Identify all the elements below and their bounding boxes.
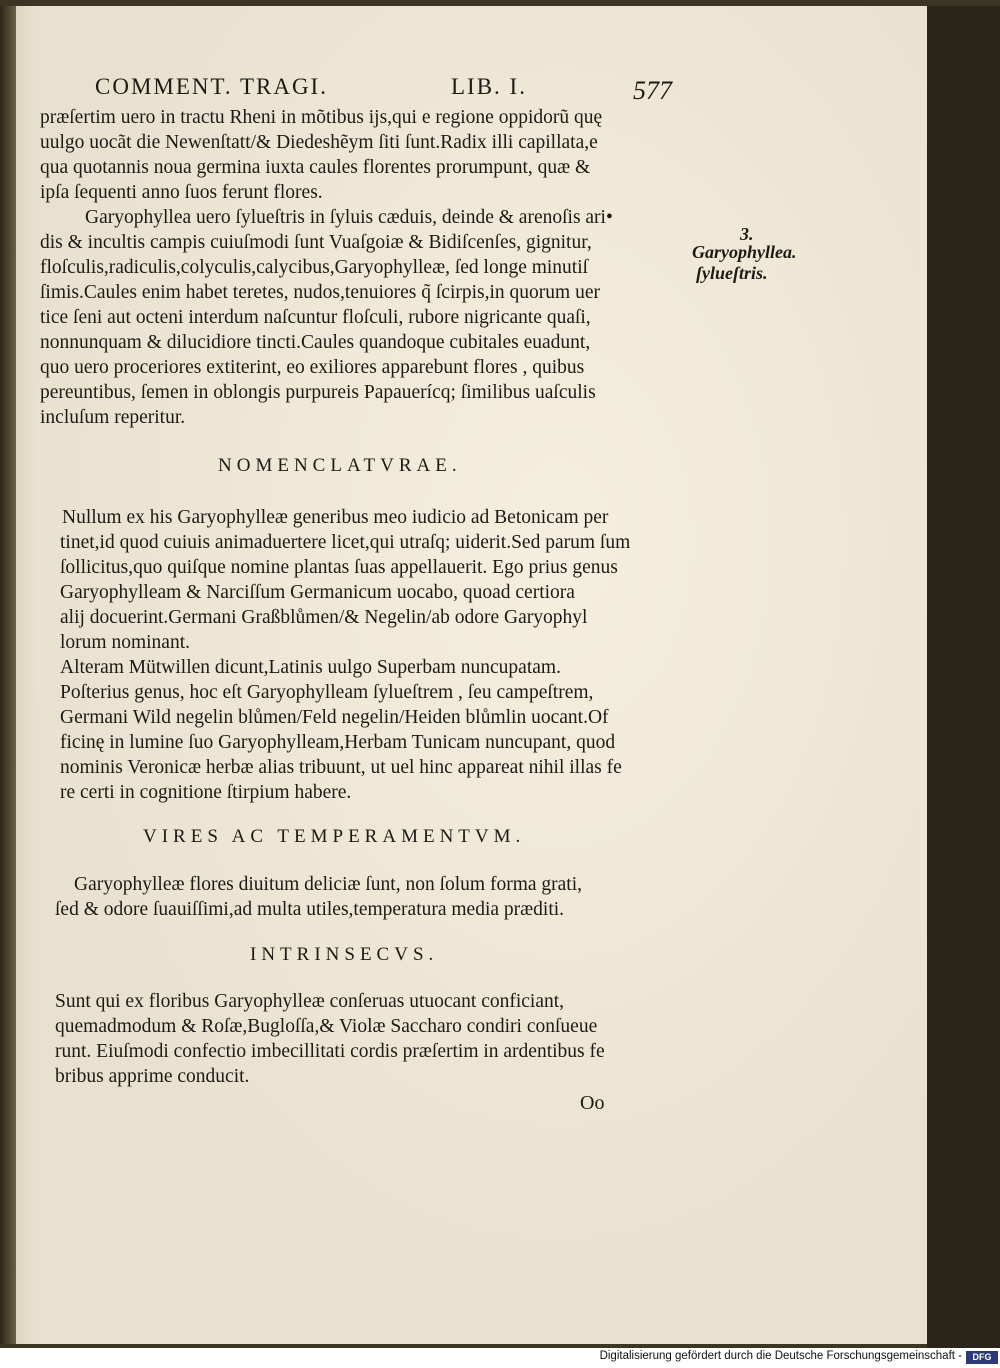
text-line: Germani Wild negelin blůmen/Feld negelin/Heiden blůmlin uocant.Of: [60, 707, 609, 728]
text-line: quemadmodum & Roſæ,Bugloſſa,& Violæ Saccharo condiri conſueue: [55, 1016, 598, 1037]
text-line: nonnunquam & dilucidiore tincti.Caules quandoque cubitales euadunt,: [40, 332, 591, 353]
text-line: bribus apprime conducit.: [55, 1066, 250, 1087]
page-number: 577: [633, 76, 672, 105]
text-line: floſculis,radiculis,colyculis,calycibus,Garyophylleæ, ſed longe minutiſ: [40, 257, 589, 278]
text-line: runt. Eiuſmodi confectio imbecillitati cordis præſertim in ardentibus fe: [55, 1041, 605, 1062]
text-line: Poſterius genus, hoc eſt Garyophylleam ſylueſtrem , ſeu campeſtrem,: [60, 682, 594, 703]
margin-note-line: Garyophyllea.: [692, 242, 797, 262]
text-line: uulgo uocãt die Newenſtatt/& Diedeshẽym ſiti ſunt.Radix illi capillata,e: [40, 132, 598, 153]
text-line: incluſum reperitur.: [40, 407, 186, 428]
text-line: ipſa ſequenti anno ſuos ferunt flores.: [40, 182, 323, 203]
section-heading-nomenclaturae: NOMENCLATVRAE.: [218, 455, 462, 476]
running-title: COMMENT. TRAGI.: [95, 74, 328, 99]
text-line: Garyophyllea uero ſylueſtris in ſyluis cæduis, deinde & arenoſis ari•: [85, 207, 613, 228]
page-edge-shadow: [927, 6, 1000, 1348]
text-line: præſertim uero in tractu Rheni in mõtibus ijs,qui e regione oppidorũ quę: [40, 107, 603, 128]
text-line: Alteram Mütwillen dicunt,Latinis uulgo Superbam nuncupatam.: [60, 657, 561, 678]
text-line: Sunt qui ex floribus Garyophylleæ conſeruas utuocant conficiant,: [55, 991, 565, 1012]
catchword: Oo: [580, 1092, 605, 1114]
text-line: ſollicitus,quo quiſque nomine plantas ſuas appellauerit. Ego prius genus: [60, 557, 618, 578]
text-line: dis & incultis campis cuiuſmodi ſunt Vuaſgoiæ & Bidiſcenſes, gignitur,: [40, 232, 592, 253]
text-line: Nullum ex his Garyophylleæ generibus meo iudicio ad Betonicam per: [62, 507, 609, 528]
text-line: pereuntibus, ſemen in oblongis purpureis Papauerícq; ſimilibus uaſculis: [40, 382, 596, 403]
text-line: alij docuerint.Germani Graßblůmen/& Negelin/ab odore Garyophyl: [60, 607, 588, 628]
text-line: tice ſeni aut octeni interdum naſcuntur floſculi, rubore nigricante quaſi,: [40, 307, 591, 328]
text-line: qua quotannis noua germina iuxta caules florentes prorumpunt, quæ &: [40, 157, 591, 178]
text-line: ficinę in lumine ſuo Garyophylleam,Herbam Tunicam nuncupant, quod: [60, 732, 616, 753]
text-line: tinet,id quod cuiuis animaduertere licet,qui utraſq; uiderit.Sed parum ſum: [60, 532, 631, 553]
text-line: quo uero proceriores extiterint, eo exiliores apparebunt flores , quibus: [40, 357, 585, 378]
digitization-footer: [0, 1348, 1000, 1368]
book-gutter-shadow: [0, 6, 16, 1344]
section-heading-intrinsecus: INTRINSECVS.: [250, 944, 439, 965]
text-line: Garyophylleæ flores diuitum deliciæ ſunt, non ſolum forma grati,: [74, 874, 582, 895]
margin-note-number: 3.: [740, 224, 754, 244]
text-line: re certi in cognitione ſtirpium habere.: [60, 782, 352, 803]
book-number: LIB. I.: [451, 74, 527, 99]
text-line: ſed & odore ſuauiſſimi,ad multa utiles,temperatura media præditi.: [55, 899, 565, 920]
text-line: lorum nominant.: [60, 632, 190, 653]
margin-note-line: ſylueſtris.: [696, 263, 768, 283]
text-line: Garyophylleam & Narciſſum Germanicum uocabo, quoad certiora: [60, 582, 575, 603]
section-heading-vires: VIRES AC TEMPERAMENTVM.: [143, 826, 526, 847]
running-header: [95, 74, 675, 104]
funding-credit: Digitalisierung gefördert durch die Deutsche Forschungsgemeinschaft -: [599, 1350, 962, 1362]
dfg-logo: DFG: [966, 1351, 998, 1364]
text-line: nominis Veronicæ herbæ alias tribuunt, ut uel hinc appareat nihil illas fe: [60, 757, 622, 778]
text-line: ſimis.Caules enim habet teretes, nudos,tenuiores q̃ ſcirpis,in quorum uer: [40, 282, 600, 303]
